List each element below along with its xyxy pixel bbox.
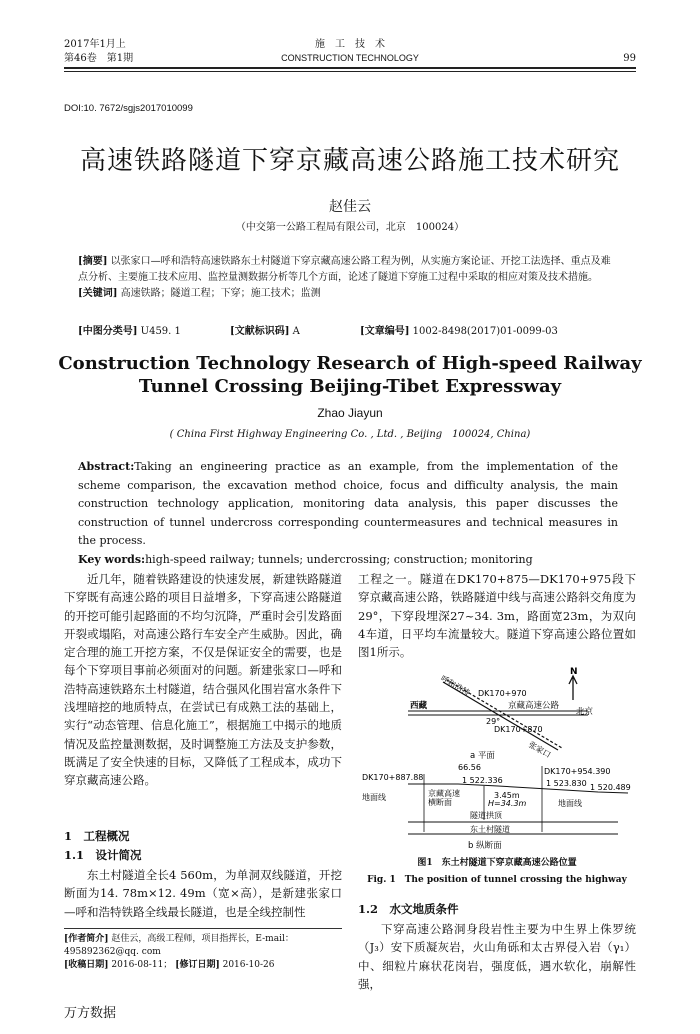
abstract-cn-label: [摘要] [78, 256, 108, 267]
section-1-heading: 1 工程概况 [64, 829, 130, 843]
section-1-2-heading: 1.2 水文地质条件 [358, 902, 459, 916]
received-date: 2016-08-11； [111, 960, 173, 970]
clc-label: [中图分类号] [78, 326, 138, 337]
zjk-label: 张家口 [527, 739, 553, 760]
plan-caption: a 平面 [470, 751, 495, 761]
elev-2: 1 522.336 [462, 776, 503, 785]
affiliation-cn: （中交第一公路工程局有限公司，北京 100024） [235, 222, 465, 233]
figure-1 [358, 662, 636, 870]
journal-cn: 施 工 技 术 [315, 39, 385, 50]
revised-date: 2016-10-26 [222, 960, 275, 970]
footnote-rule [64, 928, 342, 929]
hw-cross-1: 京藏高速 [428, 789, 460, 798]
volume-issue: 第46卷 第1期 [64, 53, 134, 64]
doc-code [230, 322, 300, 337]
doc-label: [文献标识码] [230, 326, 290, 337]
right-paragraph-1: 工程之一。隧道在DK170+875—DK170+975段下穿京藏高速公路，铁路隧道中线与高速公路斜交角度为29°，下穿段埋深27~34. 3m，路面宽23m，为双向4车道，日平均车流量较大。隧道下穿高速公路位置如图1所示。 [358, 572, 636, 660]
footnotes [64, 933, 342, 972]
article-number [360, 322, 558, 337]
keywords-cn-text: 高速铁路；隧道工程；下穿；施工技术；监测 [120, 288, 321, 299]
abstract-en-text: Taking an engineering practice as an example, from the implementation of the scheme comparison, the excavation method choice, focus and difficulty analysis, the main construction technology application, monitoring data analysis, this paper discusses the construction of tunnel undercross corresponding countermeasures and technical measures in the process. [78, 460, 618, 548]
arch-label: 隧道拱顶 [470, 811, 502, 820]
intro-paragraph: 近几年，随着铁路建设的快速发展，新建铁路隧道下穿既有高速公路的项目日益增多，下穿高速公路隧道的开挖可能引起路面的不均匀沉降，严重时会引发路面开裂或塌陷，对高速公路行车安全产生威胁。因此，确定合理的施工开挖方案，不仅是保证安全的需要，也是每个下穿项目事前必须面对的问题。新建张家口—呼和浩特高速铁路东土村隧道，结合强风化围岩富水条件下浅埋暗挖的地质特点，在尝试已有成熟工法的基础上，实行“动态管理、信息化施工”，根据施工中揭示的地质情况及监控量测数据，及时调整施工方法及支护参数，既满足了安全快速的目标，又降低了工程成本，成功下穿京藏高速公路。 [64, 572, 342, 788]
west-label: 西藏 [410, 701, 428, 711]
keywords-en-text: high-speed railway; tunnels; undercrossing; construction; monitoring [145, 552, 533, 566]
keywords-cn-label: [关键词] [78, 288, 118, 299]
north-arrow-icon [569, 676, 577, 700]
abstract-en [78, 458, 618, 570]
d345-label: 3.45m [494, 791, 520, 800]
art-value: 1002-8498(2017)01-0099-03 [412, 326, 558, 337]
figure-title-cn: 图1 东土村隧道下穿京藏高速公路位置 [417, 858, 577, 868]
issue-date: 2017年1月上 [64, 39, 126, 50]
figure-title-en: Fig. 1 The position of tunnel crossing the highway [367, 875, 627, 885]
bio-text: 赵佳云，高级工程师，项目指挥长，E-mail：495892362@qq. com [64, 934, 294, 957]
tunnel-label: 东土村隧道 [470, 825, 510, 834]
header-rule [64, 67, 636, 72]
dk-lower: DK170+870 [494, 725, 543, 734]
north-label: N [570, 667, 578, 677]
section-1-1-heading: 1.1 设计简况 [64, 848, 142, 862]
page-number: 99 [623, 53, 636, 64]
footer-watermark: 万方数据 [64, 1006, 117, 1021]
title-en-line2: Tunnel Crossing Beijing-Tibet Expressway [138, 376, 562, 397]
author-en: Zhao Jiayun [317, 406, 383, 420]
title-en [0, 352, 700, 398]
keywords-en-label: Key words: [78, 552, 146, 566]
depth-label: H=34.3m [488, 799, 527, 808]
ground-left: 地面线 [362, 793, 386, 802]
abstract-cn [78, 254, 618, 302]
ground-right: 地面线 [558, 799, 582, 808]
dk-upper: DK170+970 [478, 689, 527, 698]
abstract-en-label: Abstract: [78, 460, 135, 473]
elev-4: 1 520.489 [590, 783, 631, 792]
title-cn: 高速铁路隧道下穿京藏高速公路施工技术研究 [79, 146, 620, 176]
elev-3: 1 523.830 [546, 779, 587, 788]
highway-label: 京藏高速公路 [508, 701, 560, 711]
art-label: [文章编号] [360, 326, 410, 337]
clc-value: U459. 1 [140, 326, 181, 337]
right-paragraph-2: 下穿高速公路洞身段岩性主要为中生界上侏罗统（J₃）安下质凝灰岩，火山角砾和太古界侵入岩（γ₁）中、细粒片麻状花岗岩，强度低，遇水软化，崩解性强， [358, 922, 636, 991]
journal-en: CONSTRUCTION TECHNOLOGY [281, 53, 419, 63]
hw-cross-2: 横断面 [428, 798, 452, 807]
angle-label: 29° [486, 717, 501, 726]
bio-label: [作者简介] [64, 934, 109, 944]
affiliation-en: ( China First Highway Engineering Co. , Ltd. , Beijing 100024, China) [169, 429, 531, 440]
dk-left: DK170+887.88 [362, 773, 424, 782]
section-1-1-text: 东土村隧道全长4 560m，为单洞双线隧道，开挖断面为14. 78m×12. 49m（宽×高），是新建张家口—呼和浩特铁路全线最长隧道，也是全线控制性 [64, 868, 342, 919]
classification-row [78, 322, 181, 337]
elev-1: 66.56 [458, 763, 481, 772]
revised-label: [修订日期] [175, 960, 220, 970]
dk-right: DK170+954.390 [544, 767, 611, 776]
doi: DOI:10. 7672/sgjs2017010099 [64, 103, 193, 114]
doc-value: A [292, 326, 300, 337]
rail-label: 呼和浩特 [439, 673, 472, 698]
beijing-label: 北京 [576, 707, 594, 717]
received-label: [收稿日期] [64, 960, 109, 970]
title-en-line1: Construction Technology Research of High-speed Railway [58, 353, 642, 374]
abstract-cn-text: 以张家口—呼和浩特高速铁路东土村隧道下穿京藏高速公路工程为例，从实施方案论证、开挖工法选择、重点及难点分析、主要施工技术应用、监控量测数据分析等几个方面，论述了隧道下穿施工过程中采取的相应对策及技术措施。 [78, 256, 611, 283]
author-cn: 赵佳云 [329, 199, 371, 215]
section-caption: b 纵断面 [468, 841, 502, 851]
